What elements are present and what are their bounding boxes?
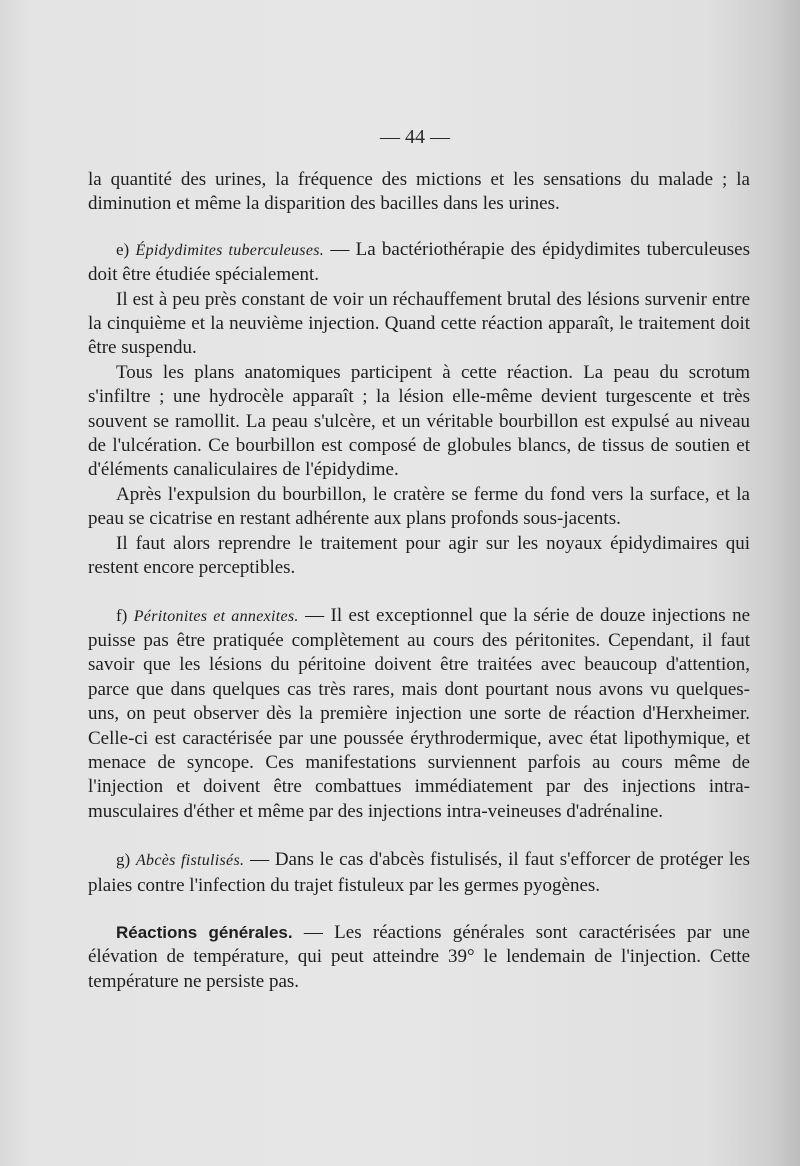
section-f-text: — Il est exceptionnel que la série de douze injections ne puisse pas être pratiquée complètement au cours des péritonites. Cependant, il faut savoir que les lésions du péritoine doivent être traitées avec beaucoup d'attention, parce que dans quelques cas très rares, mais dont pourtant nous avons vu quelques-uns, on peut observer dès la première injection une sorte de réaction d'Herxheimer. Celle-ci est caractérisée par une poussée érythrodermique, avec état lipothymique, et menace de syncope. Ces manifestations surviennent parfois au cours même de l'injection et doivent être combattues immédiatement par des injections intra-musculaires d'éther et même par des injections intra-veineuses d'adrénaline. <box>88 604 751 822</box>
section-g-text: — Dans le cas d'abcès fistulisés, il faut s'efforcer de protéger les plaies contre l'infection du trajet fistuleux par les germes pyogènes. <box>88 849 751 896</box>
section-reactions-generales <box>88 921 750 994</box>
paragraph-continuation: la quantité des urines, la fréquence des mictions et les sensations du malade ; la diminution et même la disparition des bacilles dans les urines. <box>88 169 750 215</box>
page-number: — 44 — <box>380 126 450 148</box>
reactions-generales-text: — Les réactions générales sont caractérisées par une élévation de température, qui peut atteindre 39° le lendemain de l'injection. Cette température ne persiste pas. <box>88 921 750 992</box>
section-e-text: — La bactériothérapie des épidydimites tuberculeuses doit être étudiée spécialement. <box>88 238 751 286</box>
section-e-letter: e) <box>116 239 130 259</box>
section-f <box>88 604 750 825</box>
section-f-letter: f) <box>116 605 128 625</box>
paragraph-expulsion: Après l'expulsion du bourbillon, le cratère se ferme du fond vers la surface, et la peau se cicatrise en restant adhérente aux plans profonds sous-jacents. <box>88 483 750 530</box>
section-g-letter: g) <box>116 850 131 870</box>
reactions-generales-title: Réactions générales. <box>116 922 293 942</box>
paragraph-plans-anatomiques: Tous les plans anatomiques participent à cette réaction. La peau du scrotum s'infiltre ; une hydrocèle apparaît ; la lésion elle-même devient turgescente et très souvent se ramollit. La peau s'ulcère, et un véritable bourbillon est expulsé au niveau de l'ulcération. Ce bourbillon est composé de globules blancs, de tissus de soutien et d'éléments canaliculaires de l'épidydime. <box>88 361 750 481</box>
section-g-title: Abcès fistulisés. <box>135 852 245 870</box>
section-g <box>88 848 750 898</box>
paragraph-rechauffement: Il est à peu près constant de voir un réchauffement brutal des lésions survenir entre la cinquième et la neuvième injection. Quand cette réaction apparaît, le traitement doit être suspendu. <box>88 288 750 359</box>
paragraph-reprendre: Il faut alors reprendre le traitement pour agir sur les noyaux épidydimaires qui restent encore perceptibles. <box>88 532 750 579</box>
section-e <box>88 238 750 288</box>
section-f-title: Péritonites et annexites. <box>133 607 299 625</box>
page-body <box>88 168 750 994</box>
section-e-title: Épidydimites tuberculeuses. <box>135 241 325 259</box>
